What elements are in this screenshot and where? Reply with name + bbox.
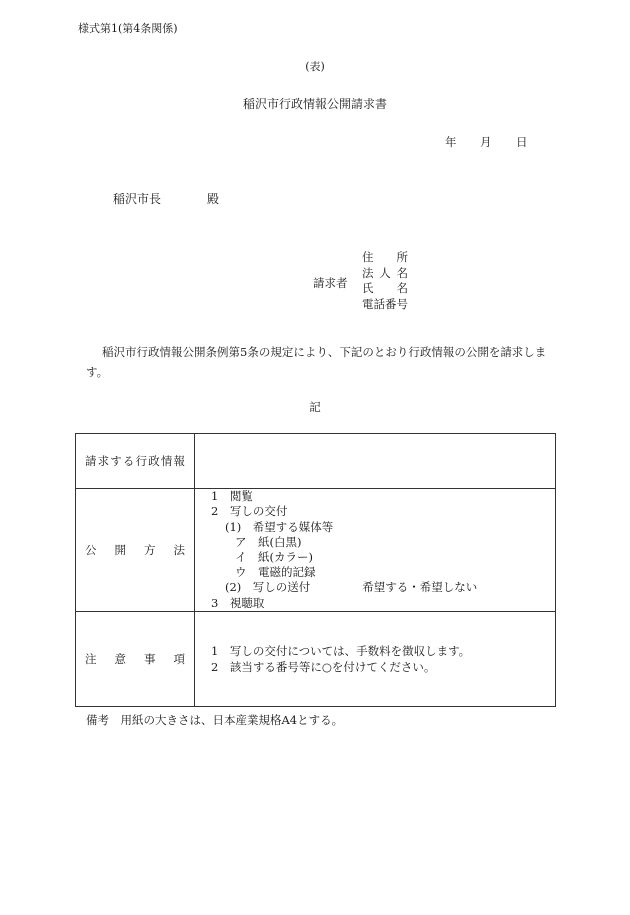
requested-info-label-cell [76,434,195,489]
note-item: 2 該当する番号等に○を付けてください。 [211,660,436,674]
table-row [76,612,556,707]
method-viewing-listening[interactable]: 3 視聴取 [211,595,265,610]
note-item: 1 写しの交付については、手数料を徴収します。 [211,644,471,658]
addressee-name: 稲沢市長 [113,192,162,206]
table-row [76,434,556,489]
requested-info-input-cell[interactable] [195,434,556,489]
notes-label: 注意事項 [85,652,185,666]
date-day-label: 日 [516,135,528,149]
table-row [76,489,556,612]
requester-corporation-label: 法人名 [362,265,408,280]
date-month-label: 月 [480,135,492,149]
method-paper-color[interactable]: イ 紙(カラー) [235,550,313,564]
method-paper-bw[interactable]: ア 紙(白黒) [235,534,302,549]
requester-label: 請求者 [313,276,348,290]
method-electronic-record[interactable]: ウ 電磁的記録 [235,565,316,580]
remarks-text: 備考 用紙の大きさは、日本産業規格A4とする。 [86,713,344,727]
disclosure-method-label-cell [76,489,195,612]
method-copy-delivery[interactable]: 2 写しの交付 [211,504,288,519]
notes-cell [195,612,556,707]
date-year-label: 年 [445,135,457,149]
copy-sending-choice[interactable]: 希望する・希望しない [362,580,478,595]
ki-heading: 記 [309,400,321,414]
requester-fields [362,250,408,312]
notes-label-cell [76,612,195,707]
method-desired-medium: (1) 希望する媒体等 [225,519,334,534]
requester-name-label: 氏 名 [362,281,408,295]
front-side-label: (表) [305,60,325,73]
form-number-label: 様式第1(第4条関係) [78,22,178,35]
method-copy-sending: (2) 写しの送付 [225,580,311,595]
method-copy-sending-row [211,580,555,595]
document-title: 稲沢市行政情報公開請求書 [242,97,387,111]
requester-address-label: 住 所 [362,250,408,264]
request-statement: 稲沢市行政情報公開条例第5条の規定により、下記のとおり行政情報の公開を請求します。 [86,345,547,379]
request-form-table [75,433,556,707]
disclosure-method-label: 公開方法 [85,543,185,557]
disclosure-method-cell [195,489,556,612]
addressee-honorific: 殿 [207,192,220,206]
requester-phone-label: 電話番号 [362,296,408,311]
method-inspection[interactable]: 1 閲覧 [211,489,253,504]
requested-info-label: 請求する行政情報 [85,454,185,468]
